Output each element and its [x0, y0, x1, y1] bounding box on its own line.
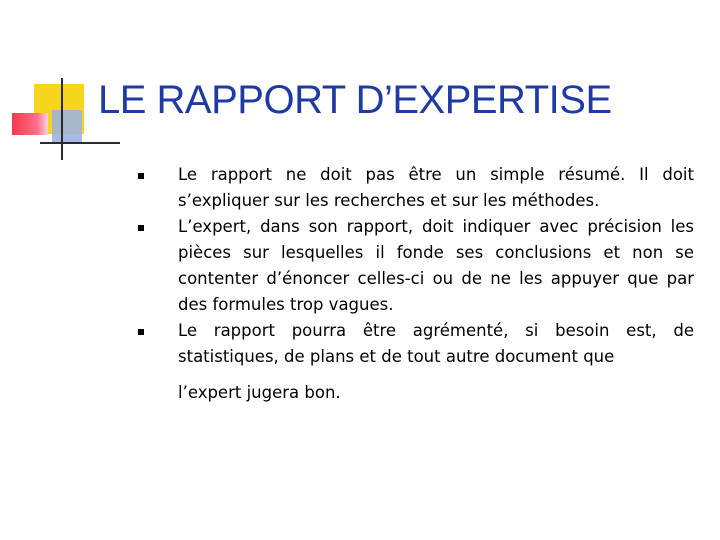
logo-horizontal-line	[40, 142, 120, 144]
bullet-list	[138, 162, 694, 406]
square-bullet-icon	[138, 329, 144, 335]
logo-vertical-line	[61, 78, 63, 160]
bullet-text: Le rapport pourra être agrémenté, si besoin est, de statistiques, de plans et de tout autre document que	[178, 321, 694, 366]
logo-red-square	[12, 113, 48, 135]
bullet-item	[138, 214, 694, 318]
square-bullet-icon	[138, 225, 144, 231]
bullet-item	[138, 162, 694, 214]
square-bullet-icon	[138, 173, 144, 179]
bullet-item	[138, 318, 694, 406]
bullet-text: L’expert, dans son rapport, doit indiquer avec précision les pièces sur lesquelles il fonde ses conclusions et non se contenter d’énoncer celles-ci ou de ne les appuyer que par des formules trop vagues.	[178, 217, 694, 314]
logo-blue-square	[52, 110, 82, 142]
slide-title: LE RAPPORT D’EXPERTISE	[98, 78, 612, 122]
bullet-text: Le rapport ne doit pas être un simple résumé. Il doit s’expliquer sur les recherches et sur les méthodes.	[178, 165, 694, 210]
bullet-text-tail: l’expert jugera bon.	[178, 383, 341, 402]
